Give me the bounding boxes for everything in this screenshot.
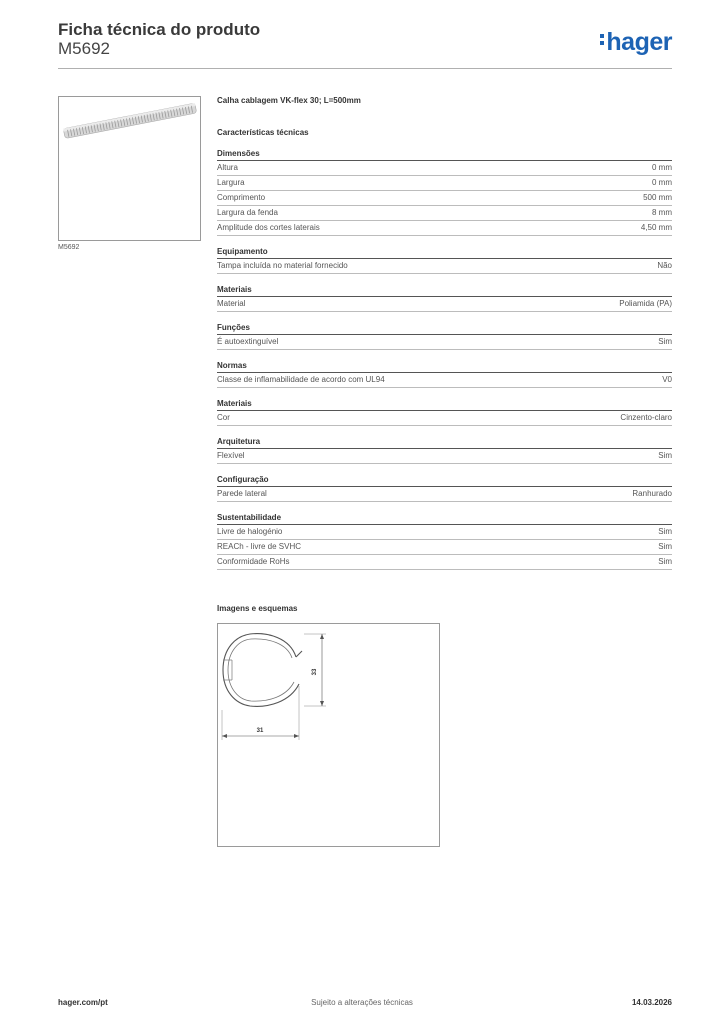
spec-row [217, 525, 672, 540]
spec-row [217, 555, 672, 570]
section-title: Materiais [217, 398, 672, 411]
product-title: Calha cablagem VK-flex 30; L=500mm [217, 96, 361, 105]
spec-label: Classe de inflamabilidade de acordo com UL94 [217, 375, 385, 384]
section-title: Dimensões [217, 148, 672, 161]
spec-value: 0 mm [652, 163, 672, 172]
spec-row [217, 176, 672, 191]
spec-value: Ranhurado [632, 489, 672, 498]
logo-text: hager [606, 28, 672, 56]
spec-label: Largura da fenda [217, 208, 278, 217]
spec-section [217, 284, 672, 312]
section-title: Materiais [217, 284, 672, 297]
spec-value: Poliamida (PA) [619, 299, 672, 308]
spec-row [217, 221, 672, 236]
spec-row [217, 540, 672, 555]
profile-drawing-icon [218, 624, 439, 846]
spec-label: Parede lateral [217, 489, 267, 498]
spec-label: Amplitude dos cortes laterais [217, 223, 320, 232]
spec-value: 8 mm [652, 208, 672, 217]
footer-date: 14.03.2026 [631, 998, 672, 1007]
section-title: Normas [217, 360, 672, 373]
spec-section [217, 360, 672, 388]
spec-section [217, 436, 672, 464]
spec-row [217, 191, 672, 206]
spec-value: 0 mm [652, 178, 672, 187]
footer-website[interactable]: hager.com/pt [58, 998, 108, 1007]
spec-value: Cinzento-claro [620, 413, 672, 422]
product-photo [58, 96, 201, 241]
spec-value: 500 mm [643, 193, 672, 202]
spec-sections [217, 148, 672, 570]
spec-value: V0 [662, 375, 672, 384]
spec-section [217, 246, 672, 274]
spec-section [217, 512, 672, 570]
section-title: Funções [217, 322, 672, 335]
spec-label: Flexível [217, 451, 245, 460]
spec-label: Conformidade RoHs [217, 557, 290, 566]
spec-row [217, 449, 672, 464]
section-title: Equipamento [217, 246, 672, 259]
spec-value: 4,50 mm [640, 223, 672, 232]
dimension-width-label: 31 [256, 728, 264, 734]
spec-row [217, 373, 672, 388]
section-title: Arquitetura [217, 436, 672, 449]
section-title: Sustentabilidade [217, 512, 672, 525]
spec-value: Sim [658, 542, 672, 551]
spec-label: Comprimento [217, 193, 266, 202]
spec-section [217, 148, 672, 236]
spec-value: Sim [658, 557, 672, 566]
spec-value: Sim [658, 451, 672, 460]
images-title: Imagens e esquemas [217, 604, 298, 613]
logo-colon-icon [600, 31, 606, 48]
spec-value: Sim [658, 527, 672, 536]
spec-row [217, 487, 672, 502]
spec-label: Tampa incluída no material fornecido [217, 261, 348, 270]
spec-value: Não [657, 261, 672, 270]
spec-row [217, 297, 672, 312]
spec-row [217, 161, 672, 176]
cable-duct-photo-icon [59, 97, 200, 240]
spec-value: Sim [658, 337, 672, 346]
spec-row [217, 259, 672, 274]
characteristics-title: Características técnicas [217, 128, 309, 137]
spec-label: REACh - livre de SVHC [217, 542, 302, 551]
spec-section [217, 474, 672, 502]
document-title: Ficha técnica do produto [58, 20, 261, 39]
spec-label: Altura [217, 163, 238, 172]
technical-drawing [217, 623, 440, 847]
spec-row [217, 411, 672, 426]
spec-row [217, 206, 672, 221]
spec-section [217, 322, 672, 350]
spec-content [217, 96, 672, 580]
spec-label: Material [217, 299, 246, 308]
spec-label: Largura [217, 178, 245, 187]
header-divider [58, 68, 672, 69]
spec-row [217, 335, 672, 350]
spec-label: Cor [217, 413, 230, 422]
spec-label: Livre de halogénio [217, 527, 283, 536]
section-title: Configuração [217, 474, 672, 487]
dimension-height-label: 33 [312, 668, 318, 676]
photo-caption: M5692 [58, 244, 80, 251]
hager-logo [600, 28, 672, 57]
spec-label: É autoextinguível [217, 337, 279, 346]
footer-notice: Sujeito a alterações técnicas [311, 998, 413, 1007]
product-code: M5692 [58, 39, 110, 58]
spec-section [217, 398, 672, 426]
